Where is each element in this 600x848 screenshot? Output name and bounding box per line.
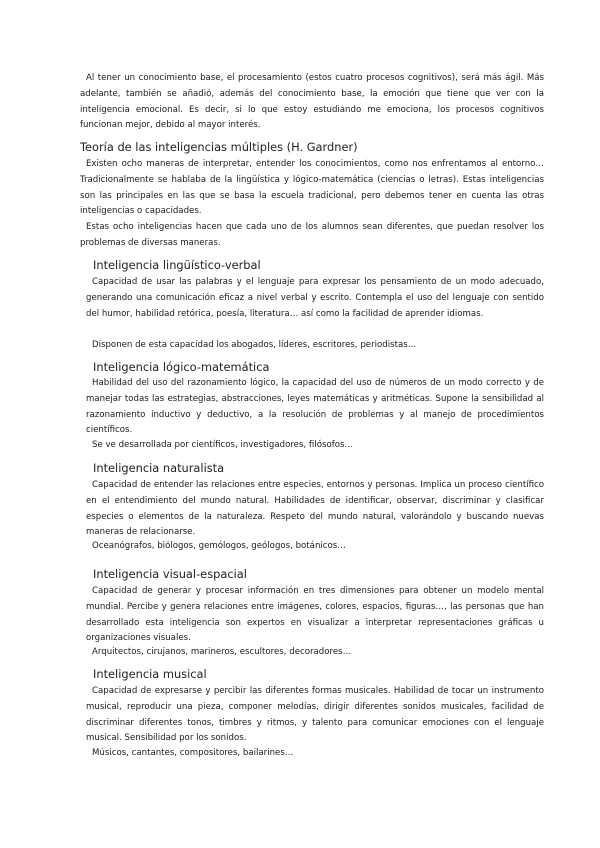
logical-description: Habilidad del uso del razonamiento lógico, la capacidad del uso de números de un modo correcto y de manejar todas las estrategias, abstracciones, leyes matemáticas y aritméticas. Supone la sensibilidad al razonamiento inductivo y deductivo, a la resolución de problemas y al manejo de procedimientos científicos. xyxy=(86,378,544,436)
naturalist-examples: Oceanógrafos, biólogos, gemólogos, geólogos, botánicos… xyxy=(92,541,346,551)
heading-visual-spatial: Inteligencia visual-espacial xyxy=(93,567,247,581)
theory-paragraph-2: Estas ocho inteligencias hacen que cada uno de los alumnos sean diferentes, que puedan resolver los problemas de diversas maneras. xyxy=(80,222,544,248)
logical-examples: Se ve desarrollada por científicos, investigadores, filósofos… xyxy=(92,440,354,450)
heading-linguistic: Inteligencia lingüístico-verbal xyxy=(93,258,261,272)
linguistic-examples: Disponen de esta capacidad los abogados, líderes, escritores, periodistas… xyxy=(92,340,417,350)
heading-naturalist: Inteligencia naturalista xyxy=(93,461,225,475)
theory-heading: Teoría de las inteligencias múltiples (H. Gardner) xyxy=(80,140,358,154)
heading-musical: Inteligencia musical xyxy=(93,667,207,681)
theory-paragraph-1: Existen ocho maneras de interpretar, entender los conocimientos, como nos enfrentamos al entorno… Tradicionalmente se hablaba de la lingüística y lógico-matemática (ciencias o letras). Estas inteligencias son las principales en las que se basa la escuela tradicional, pero debemos tener en cuenta las otras inteligencias o capacidades. xyxy=(80,159,544,217)
musical-description: Capacidad de expresarse y percibir las diferentes formas musicales. Habilidad de tocar un instrumento musical, reproducir una pieza, componer melodías, dirigir diferentes sonidos musicales, facilidad de discriminar diferentes tonos, timbres y ritmos, y talento para comunicar emociones con el lenguaje musical. Sensibilidad por los sonidos. xyxy=(86,686,544,744)
visual-description: Capacidad de generar y procesar información en tres dimensiones para obtener un modelo mental mundial. Percibe y genera relaciones entre imágenes, colores, espacios, figuras…, las personas que han desarrollado esta inteligencia son expertos en visualizar a interpretar representaciones gráficas u organizaciones visuales. xyxy=(86,586,544,644)
naturalist-description: Capacidad de entender las relaciones entre especies, entornos y personas. Implica un proceso científico en el entendimiento del mundo natural. Habilidades de identificar, observar, discriminar y clasificar especies o elementos de la naturaleza. Respeto del mundo natural, valorándolo y buscando nuevas maneras de relacionarse. xyxy=(86,480,544,538)
linguistic-description: Capacidad de usar las palabras y el lenguaje para expresar los pensamiento de un modo adecuado, generando una comunicación eficaz a nivel verbal y escrito. Contempla el uso del lenguaje con sentido del humor, habilidad retórica, poesía, literatura… así como la facilidad de aprender idiomas. xyxy=(86,277,544,319)
visual-examples: Arquitectos, cirujanos, marineros, escultores, decoradores… xyxy=(92,647,352,657)
musical-examples: Músicos, cantantes, compositores, bailarines… xyxy=(92,748,294,758)
heading-logical-mathematical: Inteligencia lógico-matemática xyxy=(93,360,270,374)
intro-paragraph: Al tener un conocimiento base, el procesamiento (estos cuatro procesos cognitivos), será más ágil. Más adelante, también se añadió, además del conocimiento base, la emoción que tiene que ver con la inteligencia emocional. Es decir, si lo que estoy estudiando me emociona, los procesos cognitivos funcionan mejor, debido al mayor interés. xyxy=(80,73,544,131)
